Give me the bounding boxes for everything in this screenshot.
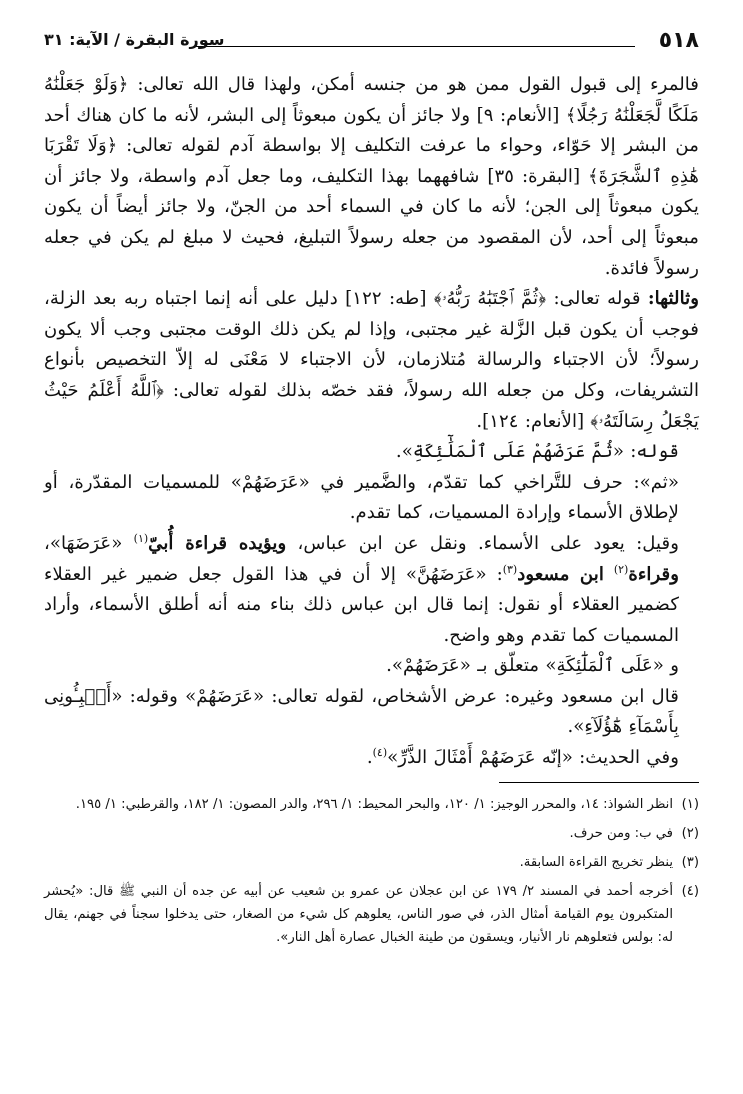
footnote-mark-3: (٣): [502, 562, 518, 576]
footnote-text: في ب: ومن حرف.: [569, 825, 673, 841]
main-text: [44, 70, 699, 774]
footnote-number: (١): [681, 796, 699, 812]
footnote-number: (٢): [681, 825, 699, 841]
paragraph-3: قوله: «ثُمَّ عَرَضَهُمْ عَلَى ٱلْمَلَٰٓئِكَةِ».: [395, 441, 679, 463]
paragraph-8: وفي الحديث: «إنّه عَرَضَهُمْ أَمْثَالَ الذَّرِّ»$^{(٤)}$.: [366, 746, 679, 769]
surah-title: سورة البقرة / الآية: ٣١: [44, 30, 225, 49]
footnote-text: انظر الشواذ: ١٤، والمحرر الوجيز: ١/ ١٢٠، والبحر المحيط: ١/ ٢٩٦، والدر المصون: ١/ ١٨٢، والقرطبي: ١/ ١٩٥.: [75, 796, 673, 812]
p5-e: ابن مسعود: [517, 563, 604, 585]
paragraph-1: فالمرء إلى قبول القول ممن هو من جنسه أمكن، ولهذا قال الله تعالى: ﴿وَلَوْ جَعَلْنَٰهُ مَلَكًا لَّجَعَلْنَٰهُ رَجُلًا﴾ [الأنعام: ٩] ولا جائز أن يكون مبعوثاً إلى البشر، لأنه ما كان هناك أحد من البشر إلا حَوّاء، وحواء ما عرفت التكليف إلا بواسطة آدم لقوله تعالى: ﴿وَلَا تَقْرَبَا هَٰذِهِ ٱلشَّجَرَةَ﴾ [البقرة: ٣٥] شافههما بهذا التكليف، وما جعل آدم واسطة، ولا جائز أن يكون مبعوثاً إلى الجن؛ لأنه ما كان في السماء أحد من الجنّ، ولا جائز أيضاً أن يكون مبعوثاً إلى أحد، لأن المقصود من جعله رسولاً التبليغ، فحيث لا مبلغ لم يكن في جعله رسولاً فائدة.: [44, 74, 700, 279]
p5-b: ويؤيده قراءة أُبيّ: [148, 532, 287, 554]
footnote-mark-1: (١): [133, 531, 149, 545]
paragraph-2-text: قوله تعالى: ﴿ثُمَّ ٱجْتَبَٰهُ رَبُّهُۥ﴾ [طه: ١٢٢] دليل على أنه إنما اجتباه ربه بعد الزلة، فوجب أن يكون قبل الزَّلة غير مجتبى، وإذا لم يكن ذلك الوقت مجتبى وجب ألا يكون رسولاً؛ لأن الاجتباء والرسالة مُتلازمان، لأن الاجتباء لا مَعْنَى له إلاّ التخصيص بأنواع التشريفات، وكل من جعله الله رسولاً، فقد خصّه بذلك لقوله تعالى: ﴿ٱللَّهُ أَعْلَمُ حَيْثُ يَجْعَلُ رِسَالَتَهُۥ﴾ [الأنعام: ١٢٤].: [44, 288, 699, 432]
footnote: [44, 880, 699, 949]
footnote: [44, 822, 699, 845]
running-header: [44, 20, 699, 52]
paragraph-7: قال ابن مسعود وغيره: عرض الأشخاص، لقوله تعالى: «عَرَضَهُمْ» وقوله: «أَنۢبِـُٔونِى بِأَسْمَآءِ هَٰٓؤُلَآءِ».: [44, 685, 679, 738]
p5-a: وقيل: يعود على الأسماء. ونقل عن ابن عباس،: [297, 532, 679, 554]
footnote-separator: [499, 782, 699, 783]
p5-f: : «عَرَضَهُنَّ» إلا أن في هذا القول جعل ضمير غير العقلاء كضمير العقلاء أو نقول: إنما قال ابن عباس ذلك بناء منه أنه أطلق الأسماء، وأراد المسميات كما تقدم وهو واضح.: [44, 563, 679, 646]
footnote-text: ينظر تخريج القراءة السابقة.: [519, 854, 673, 870]
paragraph-5: [44, 529, 699, 651]
footnote-mark-4: (٤): [372, 746, 388, 759]
paragraph-6: و «عَلَى ٱلْمَلَٰٓئِكَةِ» متعلّق بـ «عَرَضَهُمْ».: [386, 655, 679, 677]
paragraph-2: [44, 284, 699, 437]
footnote-number: (٤): [681, 883, 699, 899]
p5-c: «عَرَضَهَا»،: [44, 532, 123, 554]
paragraph-4: «ثم»: حرف للتَّراخي كما تقدّم، والضَّمير في «عَرَضَهُمْ» للمسميات المقدّرة، أو لإطلاق الأسماء وإرادة المسميات، كما تقدم.: [44, 471, 679, 524]
footnote-text: أخرجه أحمد في المسند ٢/ ١٧٩ عن ابن عجلان عن عمرو بن شعيب عن أبيه عن جده أن النبي ﷺ قال: «يُحشر المتكبرون يوم القيامة أمثال الذر، في صور الناس، يعلوهم كل شيء من الصغار، حتى يدخلوا سجناً في جهنم، يقال له: بولس فتعلوهم نار الأنيار، ويسقون من طينة الخبال عصارة أهل النار».: [44, 883, 673, 945]
page: [44, 20, 699, 955]
footnote-number: (٣): [681, 854, 699, 870]
footnote-mark-2: (٢): [613, 562, 629, 576]
footnote: [44, 851, 699, 874]
header-rule: [194, 46, 635, 47]
footnote: [44, 793, 699, 816]
page-number: ٥١٨: [658, 28, 699, 53]
p5-d: وقراءة: [628, 563, 679, 585]
point-label: وثالثها:: [647, 288, 699, 310]
footnotes: [44, 793, 699, 949]
p8-text: وفي الحديث: «إنّه عَرَضَهُمْ أَمْثَالَ الذَّرِّ»: [387, 747, 679, 769]
